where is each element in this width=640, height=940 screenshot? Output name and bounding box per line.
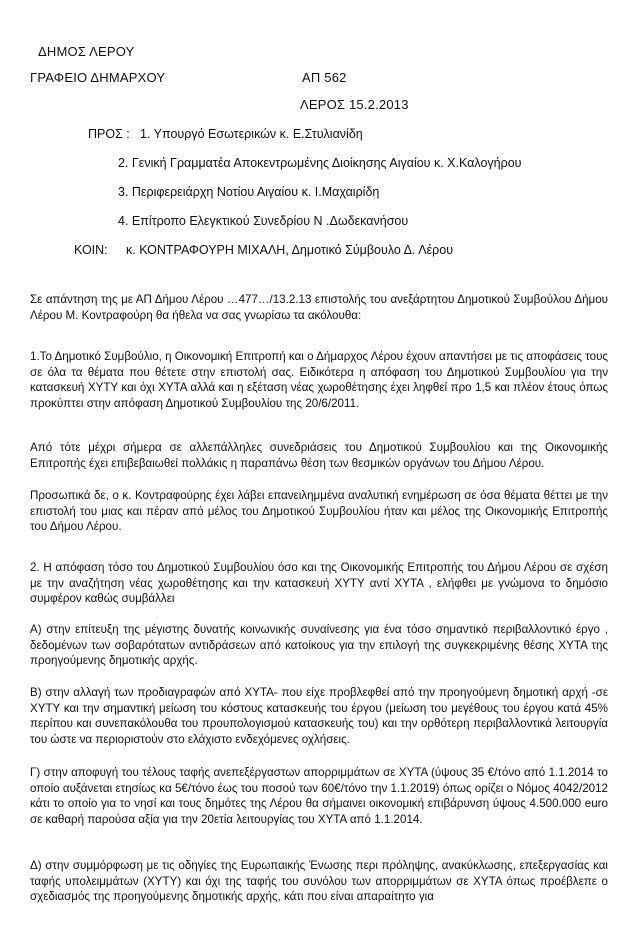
paragraph-1: 1.Το Δημοτικό Συμβούλιο, η Οικονομική Επιτροπή και ο Δήμαρχος Λέρου έχουν απαντήσει με τις αποφάσεις τους σε όλα τα θέματα που θέτετε στην επιστολή σας. Ειδικότερα η απόφαση του Δημοτικού Συμβουλίου για την κατασκευή ΧΥΤΥ και όχι ΧΥΤΑ αλλά και η εξέταση νέας χωροθέτησης έχει ληφθεί προ 1,5 και πλέον έτους όπως προκύπτει στην απόφαση Δημοτικού Συμβουλίου της 20/6/2011.	[30, 350, 608, 410]
paragraph-3: Προσωπικά δε, ο κ. Κοντραφούρης έχει λάβει επανειλημμένα αναλυτική ενημέρωση σε όσα θέματα θέττει με την επιστολή του μιας και πέραν από μέλος του Δημοτικού Συμβουλίου ήταν και μέλος της Οικονομικής Επιτροπής του Δήμου Λέρου.	[30, 489, 608, 534]
office-name: ΓΡΑΦΕΙΟ ΔΗΜΑΡΧΟΥ	[30, 70, 166, 85]
place-date: ΛΕΡΟΣ 15.2.2013	[300, 97, 409, 112]
paragraph-2: Από τότε μέχρι σήμερα σε αλλεπάλληλες συνεδριάσεις του Δημοτικού Συμβουλίου και της Οικονομικής Επιτροπής έχει επιβεβαιωθεί πολλάκις η παραπάνω θέση των θεσμικών οργάνων του Δήμου Λέρου.	[30, 441, 608, 470]
cc-recipient: κ. ΚΟΝΤΡΑΦΟΥΡΗ ΜΙΧΑΛΗ, Δημοτικό Σύμβουλο Δ. Λέρου	[126, 243, 454, 257]
recipient-1: 1. Υπουργό Εσωτερικών κ. Ε.Στυλιανίδη	[140, 127, 363, 141]
protocol-number: ΑΠ 562	[302, 70, 347, 85]
paragraph-c: Γ) στην αποφυγή του τέλους ταφής ανεπεξέργαστων απορριμμάτων σε ΧΥΤΑ (ύψους 35 €/τόνο από 1.1.2014 το οποίο αυξάνεται ετησίως κα 5€/τόνο έως του ποσού των 60€/τόνο την 1.1.2019) όπως ορίζει ο Νόμος 4042/2012 κάτι το οποίο για το νησί και τους δημότες της Λέρου θα σήμαινει οικονομική επιβάρυνση ύψους 4.500.000 euro σε καθαρή παρούσα αξία για την 20ετία λειτουργίας του ΧΥΤΑ από 1.1.2014.	[30, 766, 608, 826]
recipient-2: 2. Γενική Γραμματέα Αποκεντρωμένης Διοίκησης Αιγαίου κ. Χ.Καλογήρου	[118, 156, 522, 170]
paragraph-a: Α) στην επίτευξη της μέγιστης δυνατής κοινωνικής συναίνεσης για ένα τόσο σημαντικό περιβαλλοντικό έργο , δεδομένων των σοβαρότατων αντιδράσεων από κατοίκους για την επιλογή της συγκεκριμένης θέσης ΧΥΤΑ της προηγούμενης δημοτικής αρχής.	[30, 623, 608, 668]
cc-label: ΚΟΙΝ:	[74, 243, 108, 257]
paragraph-d: Δ) στην συμμόρφωση με τις οδηγίες της Ευρωπαικής Ένωσης περι πρόληψης, ανακύκλωσης, επεξεργασίας και ταφής υπολειμμάτων (ΧΥΤΥ) και όχι της ταφής του συνόλου των απορριμμάτων σε ΧΥΤΑ όπως προέβλεπε ο σχεδιασμός της προηγούμενης δημοτικής αρχής, κάτι που είναι απαραίτητο για	[30, 859, 608, 904]
recipient-4: 4. Επίτροπο Ελεγκτικού Συνεδρίου Ν .Δωδεκανήσου	[118, 214, 409, 228]
paragraph-4: 2. Η απόφαση τόσο του Δημοτικού Συμβουλίου όσο και της Οικονομικής Επιτροπής του Δήμου Λέρου σε σχέση με την αναζήτηση νέας χωροθέτησης και την κατασκευή ΧΥΤΥ αντί ΧΥΤΑ , ελήφθει με γνώμονα το δημόσιο συμφέρον καθώς συμβάλλει	[30, 561, 608, 606]
to-label: ΠΡΟΣ :	[88, 127, 130, 141]
intro-paragraph: Σε απάντηση της με ΑΠ Δήμου Λέρου …477…/13.2.13 επιστολής του ανεξάρτητου Δημοτικού Συμβούλου Δήμου Λέρου Μ. Κοντραφούρη θα ήθελα να σας γνωρίσω τα ακόλουθα:	[30, 293, 608, 322]
paragraph-b: Β) στην αλλαγή των προδιαγραφών από ΧΥΤΑ- που είχε προβλεφθεί από την προηγούμενη δημοτική αρχή -σε ΧΥΤΥ και την σημαντική μείωση του κόστους κατασκευής του έργου (μείωση του μεγέθους του έργου κατά 45% περίπου και συνεπακόλουθα του προυπολογισμού κατασκευής του) και την ορθότερη περιβαλλοντικά λειτουργία του ώστε να περιοριστούν στο ελάχιστο ενδεχόμενες οχλήσεις.	[30, 686, 608, 746]
municipality-name: ΔΗΜΟΣ ΛΕΡΟΥ	[38, 44, 135, 59]
recipient-3: 3. Περιφερειάρχη Νοτίου Αιγαίου κ. Ι.Μαχαιρίδη	[118, 185, 380, 199]
